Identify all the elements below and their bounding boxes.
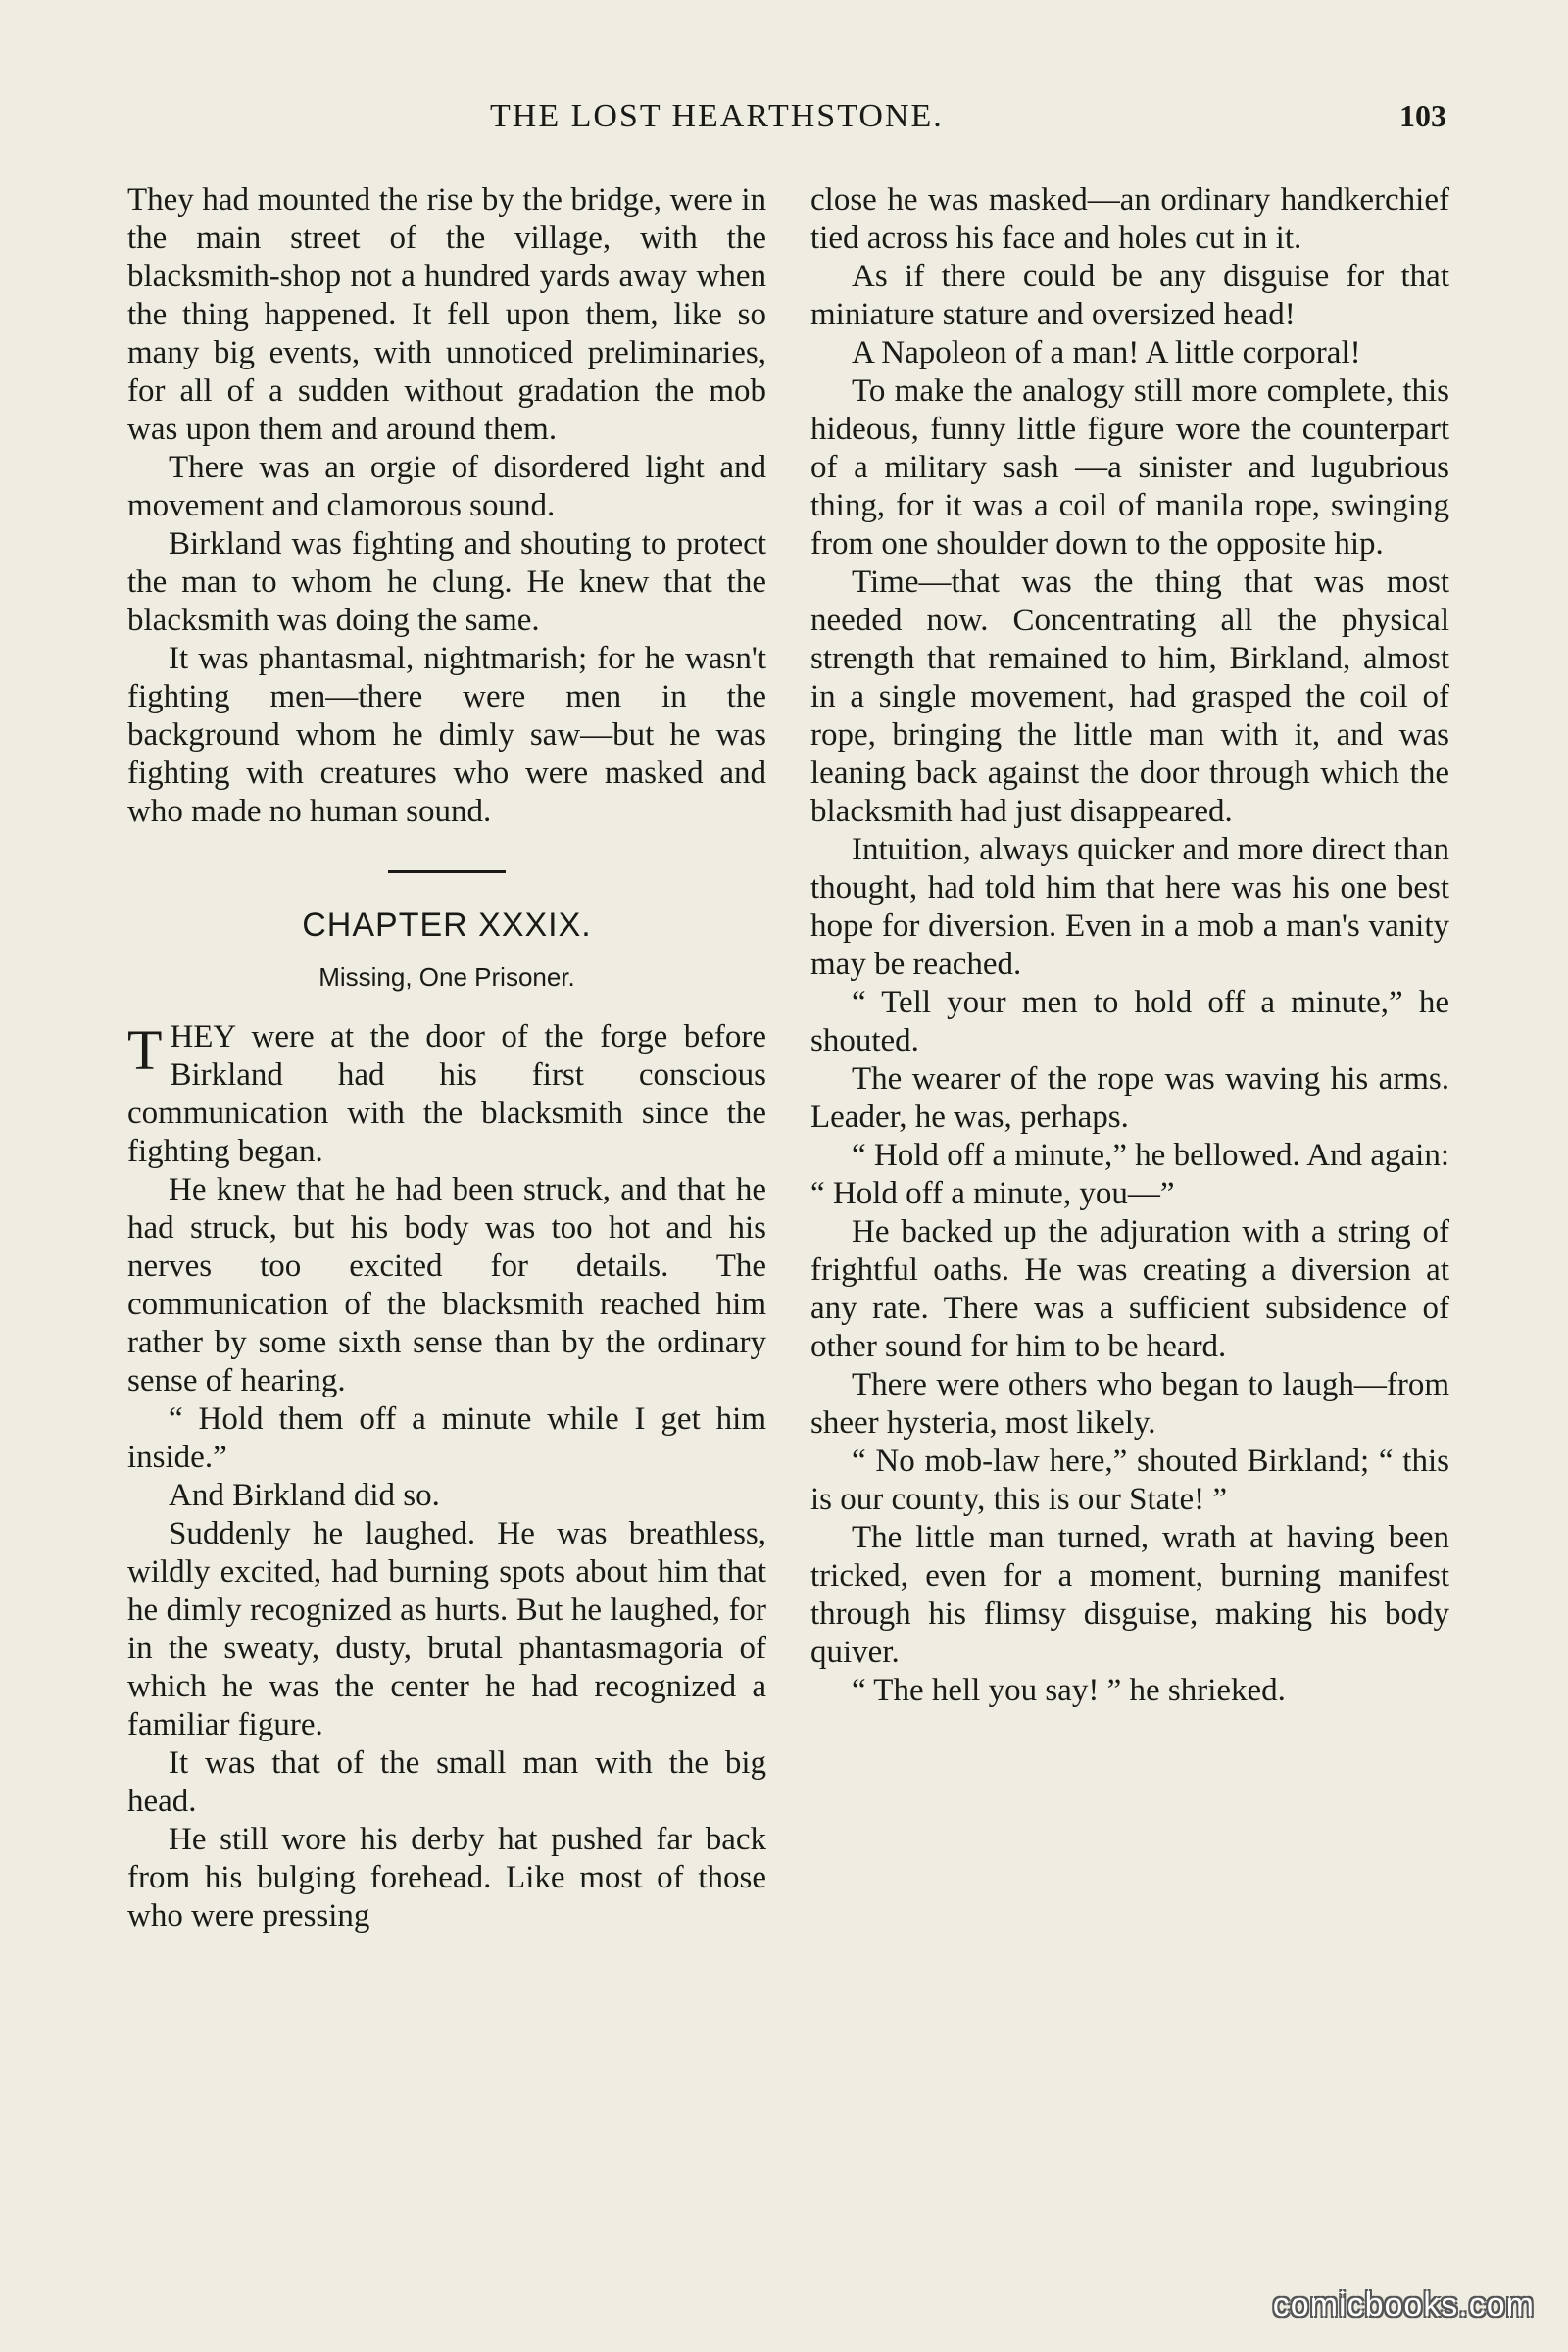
- right-column: [810, 181, 1449, 1710]
- chapter-heading: CHAPTER XXXIX.: [302, 906, 592, 944]
- paragraph: As if there could be any disguise for that miniature stature and oversized head!: [810, 259, 1449, 332]
- left-column: [127, 181, 766, 1936]
- paragraph: There were others who began to laugh—from sheer hysteria, most likely.: [810, 1367, 1449, 1441]
- paragraph: close he was masked—an ordinary handkerchief tied across his face and holes cut in it.: [810, 182, 1449, 256]
- page-number: 103: [1399, 98, 1446, 133]
- paragraph: “ Tell your men to hold off a minute,” he shouted.: [810, 985, 1449, 1058]
- opening-text: HEY were at the door of the forge before Birkland had his first conscious communication with the blacksmith since the fighting began.: [127, 1019, 766, 1169]
- paragraph: There was an orgie of disordered light and movement and clamorous sound.: [127, 450, 766, 523]
- paragraph: “ Hold off a minute,” he bellowed. And again: “ Hold off a minute, you—”: [810, 1138, 1449, 1211]
- paragraph: He still wore his derby hat pushed far back from his bulging forehead. Like most of those who were pressing: [127, 1822, 766, 1934]
- drop-cap: T: [127, 1018, 163, 1082]
- paragraph: To make the analogy still more complete, this hideous, funny little figure wore the counterpart of a military sash —a sinister and lugubrious thing, for it was a coil of manila rope, swinging from one shoulder down to the opposite hip.: [810, 373, 1449, 562]
- chapter-subtitle: Missing, One Prisoner.: [318, 962, 575, 992]
- paragraph: “ Hold them off a minute while I get him inside.”: [127, 1401, 766, 1475]
- paragraph: Suddenly he laughed. He was breathless, wildly excited, had burning spots about him that he dimly recognized as hurts. But he laughed, for in the sweaty, dusty, brutal phantasmagoria of which he was the center he had recognized a familiar figure.: [127, 1516, 766, 1742]
- paragraph: Birkland was fighting and shouting to protect the man to whom he clung. He knew that the blacksmith was doing the same.: [127, 526, 766, 638]
- paragraph: Time—that was the thing that was most needed now. Concentrating all the physical strength that remained to him, Birkland, almost in a single movement, had grasped the coil of rope, bringing the little man with it, and was leaning back against the door through which the blacksmith had just disappeared.: [810, 564, 1449, 829]
- site-watermark: comicbooks.com: [1272, 2286, 1535, 2324]
- paragraph: He backed up the adjuration with a string of frightful oaths. He was creating a diversion at any rate. There was a sufficient subsidence of other sound for him to be heard.: [810, 1214, 1449, 1364]
- page-header: [490, 98, 1470, 157]
- paragraph: It was phantasmal, nightmarish; for he wasn't fighting men—there were men in the background whom he dimly saw—but he was fighting with creatures who were masked and who made no human sound.: [127, 641, 766, 829]
- paragraph: It was that of the small man with the big head.: [127, 1745, 766, 1819]
- paragraph: And Birkland did so.: [169, 1478, 440, 1513]
- paragraph: A Napoleon of a man! A little corporal!: [852, 335, 1361, 370]
- chapter-opening-paragraph: [127, 1018, 766, 1171]
- paragraph: The little man turned, wrath at having been tricked, even for a moment, burning manifest through his flimsy disguise, making his body quiver.: [810, 1520, 1449, 1670]
- paragraph: “ No mob-law here,” shouted Birkland; “ this is our county, this is our State! ”: [810, 1444, 1449, 1517]
- running-title: THE LOST HEARTHSTONE.: [490, 98, 944, 134]
- paragraph: He knew that he had been struck, and that he had struck, but his body was too hot and his nerves too excited for details. The communication of the blacksmith reached him rather by some sixth sense than by the ordinary sense of hearing.: [127, 1172, 766, 1398]
- paragraph: “ The hell you say! ” he shrieked.: [852, 1673, 1286, 1708]
- section-divider: [388, 870, 506, 873]
- paragraph: They had mounted the rise by the bridge, were in the main street of the village, with the blacksmith-shop not a hundred yards away when the thing happened. It fell upon them, like so many big events, with unnoticed preliminaries, for all of a sudden without gradation the mob was upon them and around them.: [127, 182, 766, 447]
- paragraph: Intuition, always quicker and more direct than thought, had told him that here was his one best hope for diversion. Even in a mob a man's vanity may be reached.: [810, 832, 1449, 982]
- paragraph: The wearer of the rope was waving his arms. Leader, he was, perhaps.: [810, 1061, 1449, 1135]
